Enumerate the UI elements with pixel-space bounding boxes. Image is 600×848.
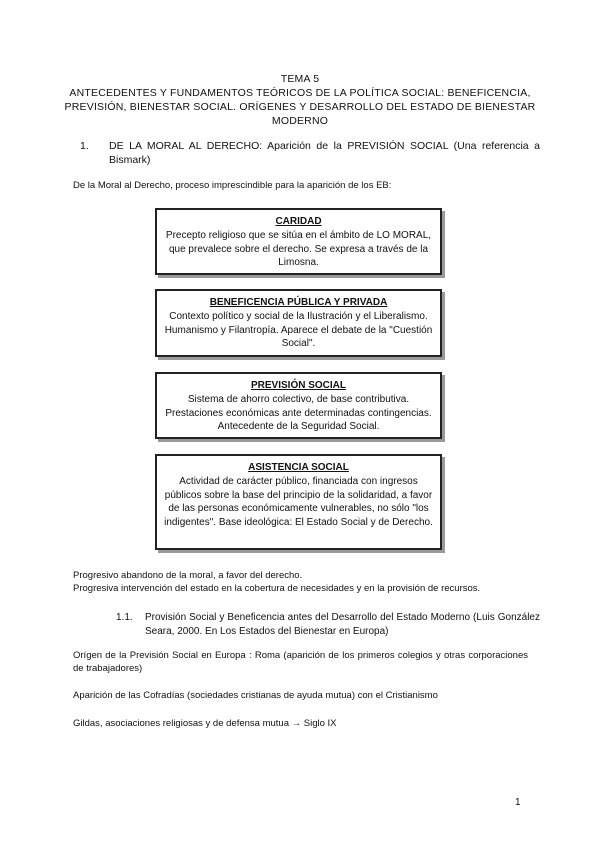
box-heading: BENEFICENCIA PÚBLICA Y PRIVADA	[209, 297, 388, 308]
title-line-2: PREVISIÓN, BIENESTAR SOCIAL. ORÍGENES Y DESARROLLO DEL ESTADO DE BIENESTAR	[64, 101, 536, 113]
box-body: Actividad de carácter público, financiada con ingresos públicos sobre la base del principio de la solidaridad, a favor de las personas económicamente vulnerables, no sólo "los indigentes". Base ideológica: El Estado Social y de Derecho.	[164, 476, 433, 528]
paragraph-origen: Orígen de la Previsión Social en Europa : Roma (aparición de los primeros colegios y otras corporaciones de trabajadores)	[73, 650, 528, 674]
section-1-1-text: Provisión Social y Beneficencia antes del Desarrollo del Estado Moderno (Luis González Seara, 2000. En Los Estados del Bienestar en Europa)	[145, 612, 540, 637]
progression-notes	[73, 570, 543, 595]
box-heading: CARIDAD	[275, 216, 322, 227]
section-1-1-number: 1.1.	[116, 612, 133, 623]
document-header	[60, 72, 540, 128]
title-line-1: ANTECEDENTES Y FUNDAMENTOS TEÓRICOS DE LA POLÍTICA SOCIAL: BENEFICENCIA,	[69, 87, 531, 99]
tema-label: TEMA 5	[280, 73, 320, 85]
paragraph-cofradias: Aparición de las Cofradías (sociedades cristianas de ayuda mutua) con el Cristianismo	[73, 690, 438, 701]
concept-box-beneficencia	[155, 289, 442, 357]
concept-box-prevision	[155, 372, 442, 439]
progression-line-2: Progresiva intervención del estado en la cobertura de necesidades y en la provisión de recursos.	[73, 582, 481, 594]
section-1-number: 1.	[80, 140, 89, 152]
paragraph-gildas: Gildas, asociaciones religiosas y de defensa mutua → Siglo IX	[73, 718, 337, 729]
section-1-heading	[80, 139, 540, 167]
box-body: Contexto político y social de la Ilustración y el Liberalismo. Humanismo y Filantropía. Aparece el debate de la "Cuestión Social".	[164, 311, 433, 350]
box-body: Precepto religioso que se sitúa en el ámbito de LO MORAL, que prevalece sobre el derecho. Se expresa a través de la Limosna.	[165, 230, 432, 269]
progression-line-1: Progresivo abandono de la moral, a favor del derecho.	[73, 570, 303, 581]
box-body: Sistema de ahorro colectivo, de base contributiva. Prestaciones económicas ante determinadas contingencias. Antecedente de la Seguridad Social.	[165, 394, 432, 433]
section-1-1-heading	[116, 611, 540, 638]
concept-box-caridad	[155, 208, 442, 275]
title-line-3: MODERNO	[271, 115, 329, 127]
section-1-text: DE LA MORAL AL DERECHO: Aparición de la PREVISIÓN SOCIAL (Una referencia a Bismark)	[109, 140, 540, 166]
page-number: 1	[515, 797, 521, 808]
lead-sentence: De la Moral al Derecho, proceso imprescindible para la aparición de los EB:	[73, 180, 392, 191]
box-heading: PREVISIÓN SOCIAL	[250, 380, 346, 391]
concept-box-asistencia	[155, 454, 442, 550]
box-heading: ASISTENCIA SOCIAL	[248, 462, 349, 473]
